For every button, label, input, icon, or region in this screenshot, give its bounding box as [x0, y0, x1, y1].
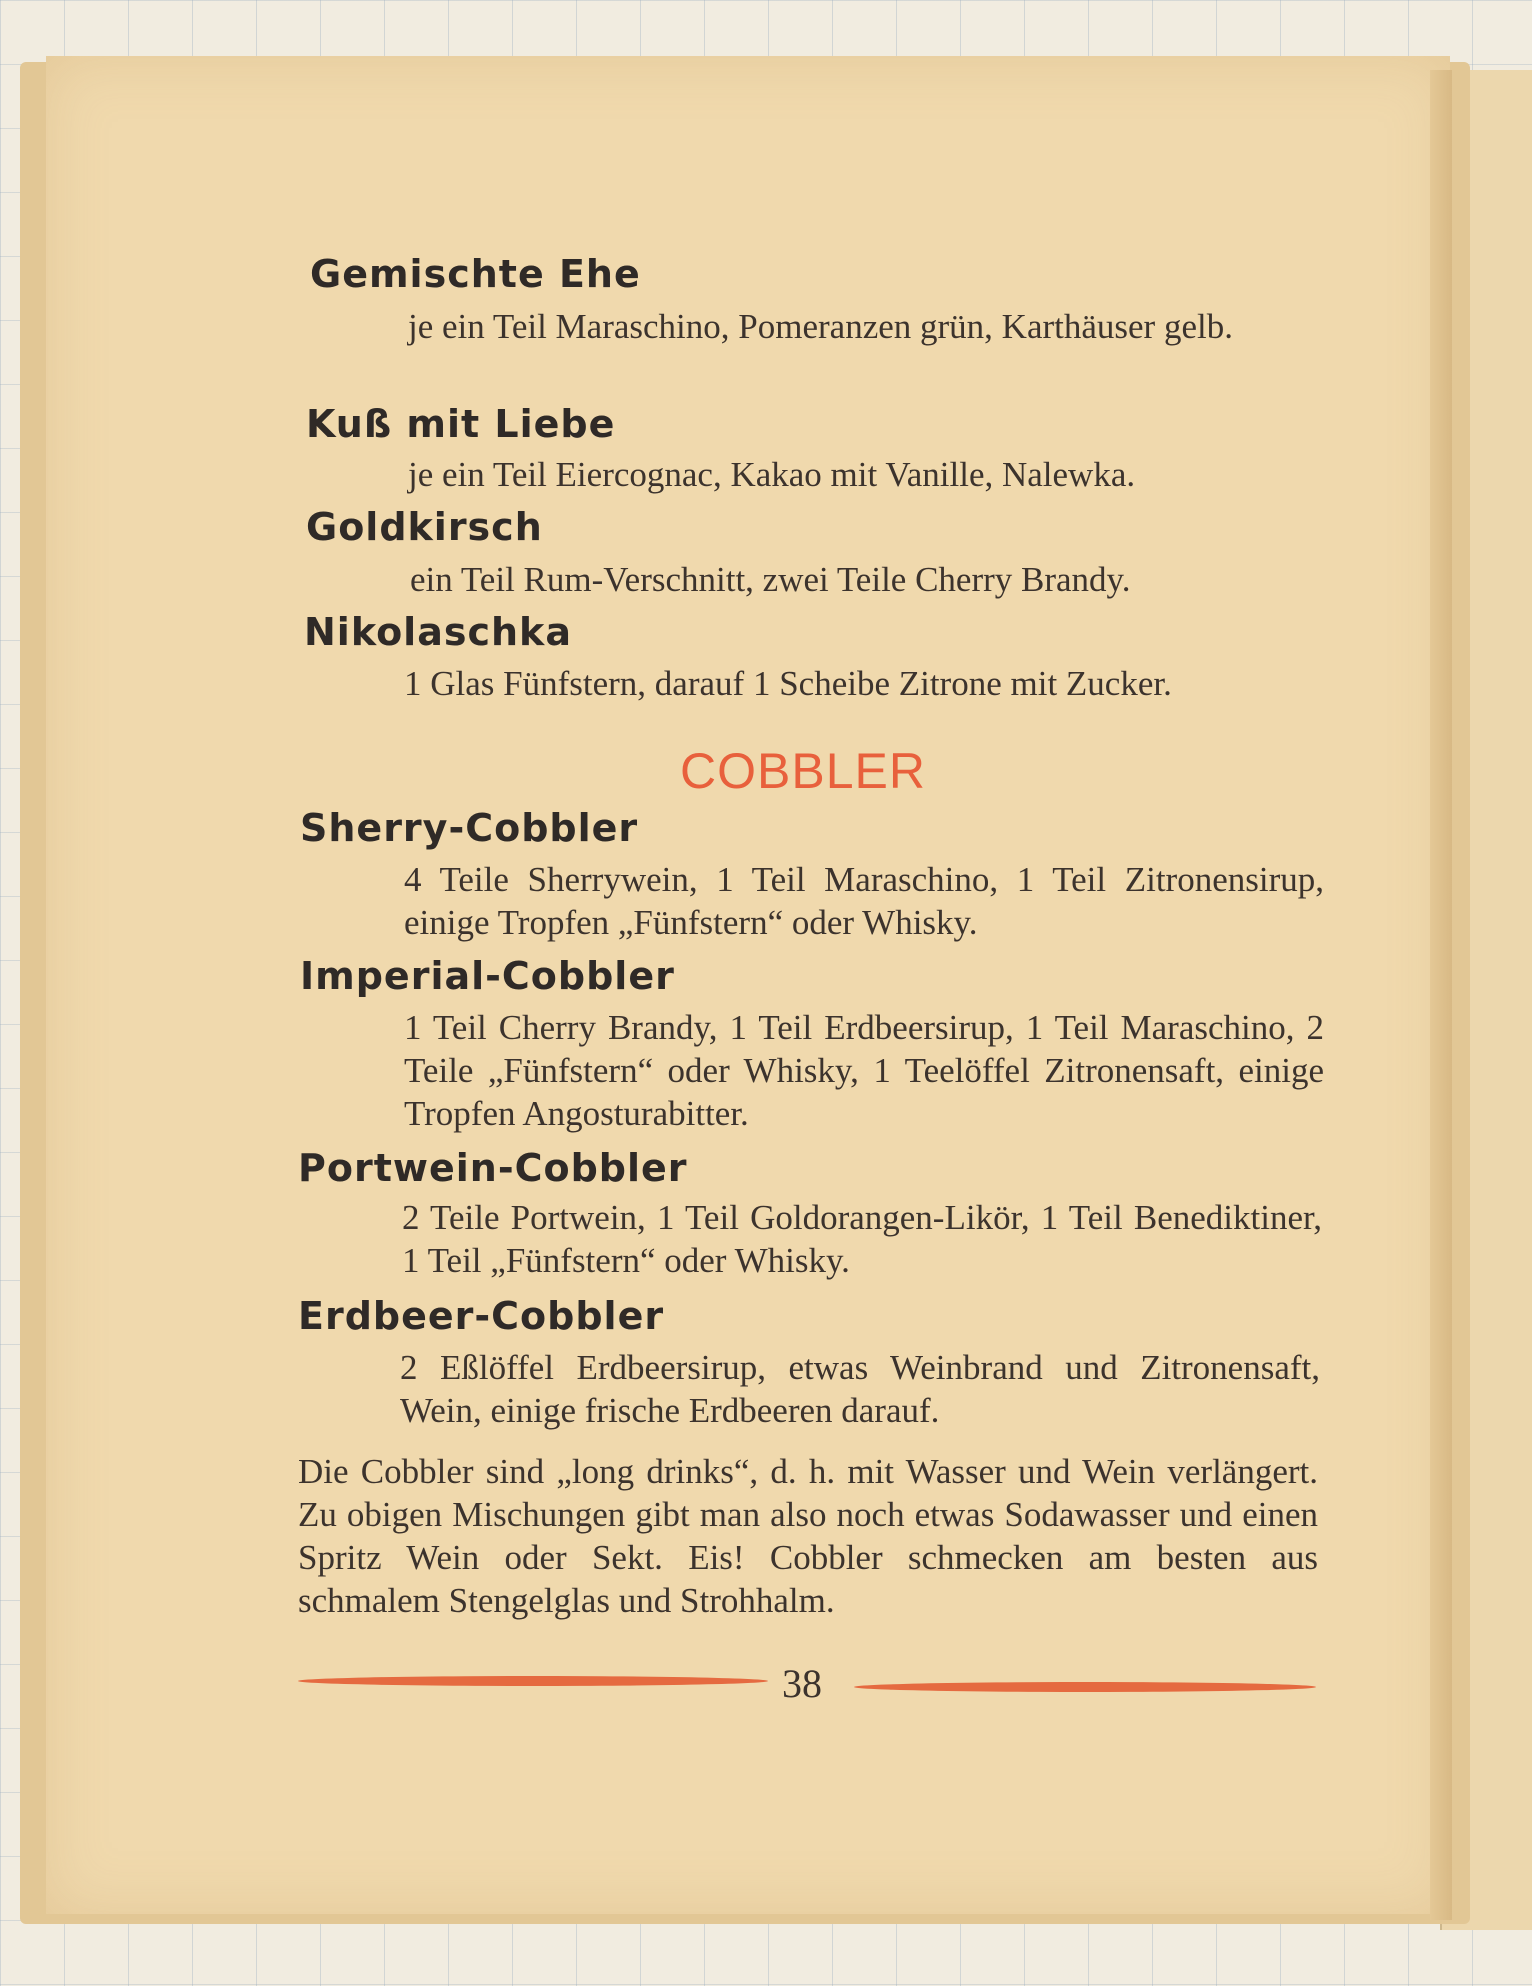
recipe-title: Gemischte Ehe: [310, 252, 641, 296]
recipe-description: 1 Teil Cherry Brandy, 1 Teil Erdbeersirup, 1 Teil Maraschino, 2 Teile „Fünfstern“ oder Whisky, 1 Teelöffel Zitronensaft, einige Tropfen Angosturabitter.: [404, 1008, 1324, 1133]
recipe-title: Imperial-Cobbler: [300, 954, 675, 998]
recipe-title: Kuß mit Liebe: [306, 402, 616, 446]
recipe-description: 2 Eßlöffel Erdbeersirup, etwas Weinbrand und Zitronensaft, Wein, einige frische Erdbeeren darauf.: [400, 1348, 1320, 1430]
recipe-description: 1 Glas Fünfstern, darauf 1 Scheibe Zitrone mit Zucker.: [404, 664, 1172, 703]
footer-rule-right: [854, 1682, 1316, 1692]
recipe-description: 2 Teile Portwein, 1 Teil Goldorangen-Likör, 1 Teil Benediktiner, 1 Teil „Fünfstern“ oder Whisky.: [402, 1198, 1322, 1280]
recipe-title: Erdbeer-Cobbler: [298, 1294, 665, 1338]
section-heading: COBBLER: [680, 743, 926, 799]
recipe-description: je ein Teil Eiercognac, Kakao mit Vanille, Nalewka.: [408, 455, 1136, 494]
recipe-title: Nikolaschka: [304, 610, 572, 654]
recipe-title: Goldkirsch: [306, 505, 543, 549]
recipe-description: 4 Teile Sherrywein, 1 Teil Maraschino, 1 Teil Zitronensirup, einige Tropfen „Fünfstern“ oder Whisky.: [404, 860, 1324, 942]
recipe-description: ein Teil Rum-Verschnitt, zwei Teile Cherry Brandy.: [410, 560, 1131, 599]
recipe-description: je ein Teil Maraschino, Pomeranzen grün, Karthäuser gelb.: [408, 307, 1233, 346]
page-number: 38: [782, 1661, 822, 1706]
footer-rule-left: [298, 1676, 768, 1686]
recipe-title: Portwein-Cobbler: [298, 1146, 688, 1190]
recipe-title: Sherry-Cobbler: [300, 806, 639, 850]
cobbler-note: Die Cobbler sind „long drinks“, d. h. mit Wasser und Wein verlängert. Zu obigen Mischungen gibt man also noch etwas Sodawasser und einen Spritz Wein oder Sekt. Eis! Cobbler schmecken am besten aus schmalem Stengelglas und Strohhalm.: [298, 1452, 1318, 1620]
